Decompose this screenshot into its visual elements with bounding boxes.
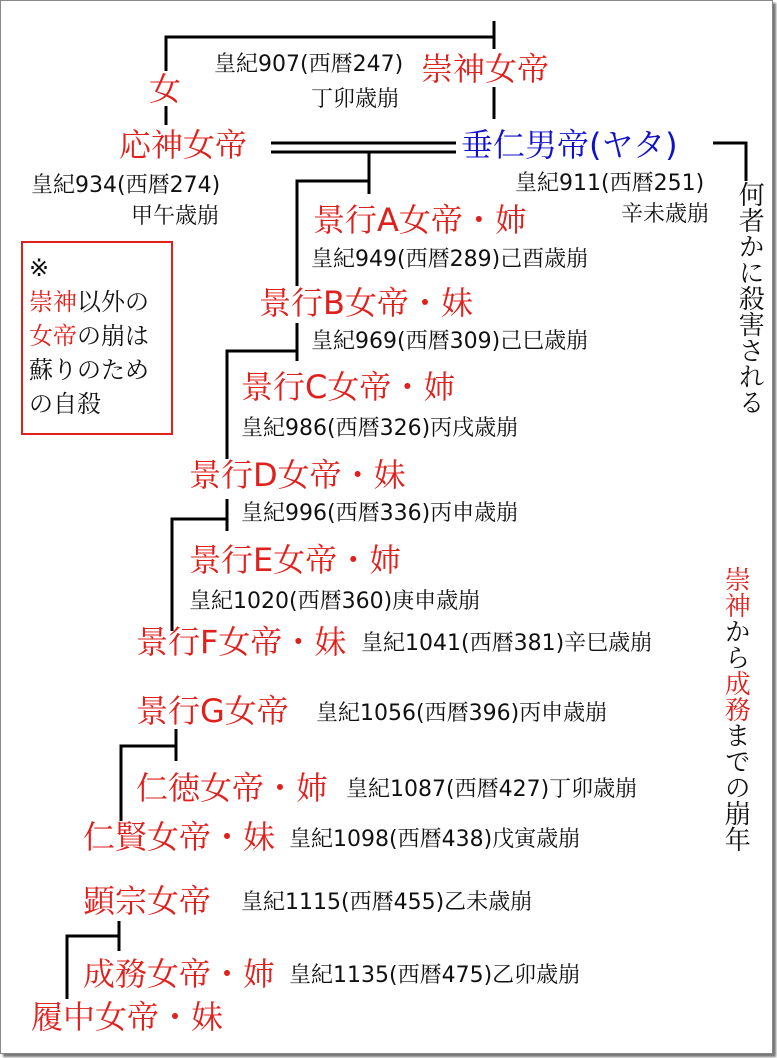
ruler-info-suinin-2: 辛未歳崩 <box>621 202 710 227</box>
line-suinin-side <box>713 143 746 181</box>
ruler-info-seimu: 皇紀1135(西暦475)乙卯歳崩 <box>289 963 581 988</box>
ruler-name-richu: 履中女帝・妹 <box>31 998 224 1036</box>
note-line-2-rest: の崩は <box>77 322 149 350</box>
ruler-info-keiko-e: 皇紀1020(西暦360)庚申歳崩 <box>189 589 481 614</box>
caption-part-3: 成務 <box>720 670 751 722</box>
note-line-4: の自殺 <box>29 390 101 418</box>
ruler-name-ojin: 応神女帝 <box>119 126 248 164</box>
ruler-name-keiko-d: 景行D女帝・妹 <box>189 456 406 494</box>
ruler-name-keiko-f: 景行F女帝・妹 <box>136 623 347 661</box>
ruler-name-sujin: 崇神女帝 <box>421 50 550 88</box>
note-line-1-rest: 以外の <box>77 288 149 316</box>
ruler-name-kenzo: 顕宗女帝 <box>83 882 212 920</box>
note-mark: ※ <box>29 254 50 282</box>
ruler-info-keiko-c: 皇紀986(西暦326)丙戌歳崩 <box>241 416 519 441</box>
ruler-info-ojin-2: 甲午歳崩 <box>131 204 220 229</box>
ruler-name-seimu: 成務女帝・姉 <box>83 955 276 993</box>
note-line-1-red: 崇神 <box>29 288 77 316</box>
side-note-murdered: 何者かに殺害される <box>734 181 765 415</box>
ruler-info-keiko-b: 皇紀969(西暦309)己巳歳崩 <box>311 329 589 354</box>
note-line-2 <box>29 319 165 353</box>
ruler-name-keiko-b: 景行B女帝・妹 <box>259 284 473 322</box>
ruler-info-keiko-f: 皇紀1041(西暦381)辛巳歳崩 <box>361 631 653 656</box>
ruler-name-ninken: 仁賢女帝・妹 <box>83 818 276 856</box>
note-line-1 <box>29 285 165 319</box>
ruler-info-kenzo: 皇紀1115(西暦455)乙未歳崩 <box>241 890 533 915</box>
ruler-name-keiko-g: 景行G女帝 <box>136 692 289 730</box>
ruler-info-keiko-g: 皇紀1056(西暦396)丙申歳崩 <box>316 701 608 726</box>
ruler-info-ojin-1: 皇紀934(西暦274) <box>31 173 221 198</box>
vertical-caption <box>720 566 751 852</box>
ruler-name-keiko-e: 景行E女帝・姉 <box>189 541 402 579</box>
ruler-info-sujin-2: 丁卯歳崩 <box>311 87 400 112</box>
ruler-info-ninken: 皇紀1098(西暦438)戊寅歳崩 <box>289 827 581 852</box>
ruler-name-keiko-a: 景行A女帝・姉 <box>313 201 527 239</box>
ruler-info-suinin-1: 皇紀911(西暦251) <box>515 171 705 196</box>
ruler-info-nintoku: 皇紀1087(西暦427)丁卯歳崩 <box>346 777 638 802</box>
caption-part-2: から <box>720 618 751 670</box>
ruler-info-keiko-a: 皇紀949(西暦289)己酉歳崩 <box>311 247 589 272</box>
caption-part-4: までの崩年 <box>720 722 751 852</box>
note-line-2-red: 女帝 <box>29 322 77 350</box>
ruler-name-nintoku: 仁徳女帝・姉 <box>136 769 329 807</box>
ruler-info-sujin-1: 皇紀907(西暦247) <box>214 52 404 77</box>
ruler-info-keiko-d: 皇紀996(西暦336)丙申歳崩 <box>241 501 519 526</box>
ruler-name-keiko-c: 景行C女帝・姉 <box>241 368 456 406</box>
note-box <box>21 241 173 435</box>
ruler-name-onna: 女 <box>149 70 182 108</box>
note-line-3: 蘇りのため <box>29 356 149 384</box>
ruler-name-suinin: 垂仁男帝(ヤタ) <box>461 126 678 164</box>
caption-part-1: 崇神 <box>720 566 751 618</box>
